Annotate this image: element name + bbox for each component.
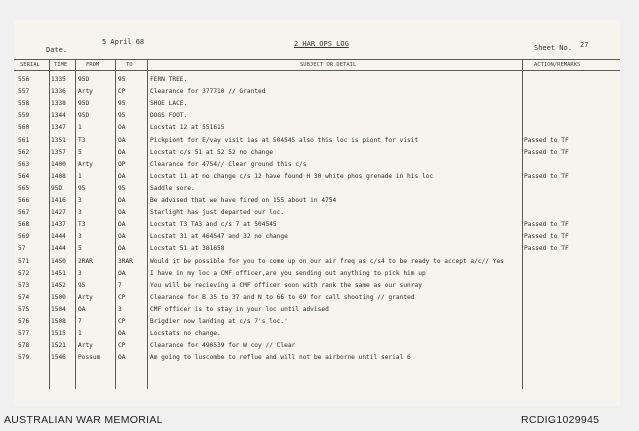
log-entry-row [14, 159, 620, 171]
cell-serial: 575 [18, 305, 30, 313]
cell-subject: SHOE LACE. [150, 100, 188, 108]
cell-remarks: Passed to TF [524, 172, 569, 180]
cell-serial: 566 [18, 197, 30, 204]
cell-to: 95 [118, 112, 126, 120]
cell-to: 7 [118, 281, 122, 289]
cell-serial: 574 [18, 293, 30, 301]
cell-from: 2RAR [78, 257, 93, 265]
cell-from: Arty [78, 293, 93, 301]
cell-subject: Am going to luscombe to reflue and will not be airborne until serial 6 [150, 354, 411, 362]
cell-to: OA [118, 354, 126, 362]
cell-serial: 579 [18, 354, 30, 362]
cell-remarks: Passed to TF [524, 221, 569, 229]
log-entry-row [14, 110, 620, 122]
cell-time: 1336 [51, 88, 66, 96]
cell-subject: Clearance for 377710 // Granted [150, 88, 266, 96]
cell-from: 3 [78, 209, 82, 217]
cell-to: OA [118, 136, 126, 144]
cell-from: Arty [78, 160, 93, 168]
log-entry-row [14, 304, 620, 316]
cell-time: 1338 [51, 100, 66, 108]
cell-serial: 577 [18, 330, 30, 338]
cell-subject: Be advised that we have fired on 155 about in 4754 [150, 197, 337, 204]
cell-subject: Locstat c/s 51 at 52 52 no change [150, 148, 273, 156]
cell-to: CP [118, 342, 126, 350]
cell-subject: Locstat 31 at 464547 and 32 no change [150, 233, 288, 241]
cell-serial: 560 [18, 124, 30, 132]
log-entry-row [14, 135, 620, 147]
cell-serial: 558 [18, 100, 30, 108]
top-rule [14, 59, 620, 60]
log-entry-row [14, 171, 620, 183]
cell-from: 3 [78, 233, 82, 241]
cell-time: 1451 [51, 269, 66, 277]
cell-time: 1416 [51, 197, 66, 204]
cell-from: Arty [78, 342, 93, 350]
cell-time: 1452 [51, 281, 66, 289]
cell-from: 3 [78, 269, 82, 277]
cell-serial: 565 [18, 184, 30, 192]
col-header-to: TO [126, 62, 133, 68]
cell-time: 1400 [51, 160, 66, 168]
sheet-value: 27 [580, 41, 589, 49]
cell-serial: 57 [18, 245, 26, 253]
cell-subject: Locstat T3 TA3 and c/s 7 at 504545 [150, 221, 277, 229]
log-entry-row [14, 268, 620, 280]
cell-to: OA [118, 233, 126, 241]
cell-to: OA [118, 269, 126, 277]
cell-subject: Locstats no change. [150, 330, 221, 338]
cell-subject: Starlight has just departed our loc. [150, 209, 285, 217]
cell-time: 1521 [51, 342, 66, 350]
cell-subject: Clearance for B 35 to 37 and N to 66 to 69 for call shooting // granted [150, 293, 415, 301]
cell-serial: 559 [18, 112, 30, 120]
cell-subject: CMF officer is to stay in your loc until advised [150, 305, 329, 313]
date-label: Date. [46, 46, 68, 54]
log-title: 2 HAR OPS LOG [294, 40, 349, 48]
cell-to: OP [118, 160, 126, 168]
cell-from: 95 [78, 281, 86, 289]
cell-time: 1335 [51, 76, 66, 83]
cell-time: 1444 [51, 245, 66, 253]
cell-serial: 564 [18, 172, 30, 180]
cell-to: OA [118, 148, 126, 156]
cell-from: 1 [78, 172, 82, 180]
cell-to: OA [118, 197, 126, 204]
cell-serial: 557 [18, 88, 30, 96]
cell-subject: Locstat 11 at no change c/s 12 have found H 30 white phos grenade in his loc [150, 172, 434, 180]
cell-from: 1 [78, 124, 82, 132]
col-header-subject: SUBJECT OR DETAIL [300, 62, 357, 68]
cell-from: 1 [78, 330, 82, 338]
cell-subject: I have in my loc a CMF officer,are you sending out anything to pick him up [150, 269, 426, 277]
cell-serial: 573 [18, 281, 30, 289]
cell-from: 7 [78, 318, 82, 325]
cell-serial: 563 [18, 160, 30, 168]
log-sheet [14, 20, 620, 406]
cell-time: 1515 [51, 330, 66, 338]
cell-serial: 572 [18, 269, 30, 277]
cell-serial: 569 [18, 233, 30, 241]
col-header-serial: SERIAL [20, 62, 40, 68]
cell-to: 95 [118, 184, 126, 192]
cell-remarks: Passed to TF [524, 148, 569, 156]
log-entry-row [14, 328, 620, 340]
cell-to: OA [118, 124, 126, 132]
footer-institution: AUSTRALIAN WAR MEMORIAL [4, 414, 163, 426]
cell-time: 1437 [51, 221, 66, 229]
log-entry-row [14, 86, 620, 98]
log-entry-row [14, 243, 620, 255]
cell-subject: Pickpiont for E/vay visit 1as at 504545 also this loc is piont for visit [150, 136, 419, 144]
log-entry-row [14, 316, 620, 328]
cell-serial: 578 [18, 342, 30, 350]
cell-subject: Brigdier now landing at c/s 7's loc.' [150, 318, 288, 325]
col-header-time: TIME [54, 62, 68, 68]
cell-time: 1347 [51, 124, 66, 132]
cell-serial: 562 [18, 148, 30, 156]
cell-subject: Clearance for 4754// Clear ground this c/s [150, 160, 307, 168]
log-entry-row [14, 122, 620, 134]
log-entry-row [14, 195, 620, 207]
cell-from: T3 [78, 221, 86, 229]
cell-to: OA [118, 330, 126, 338]
cell-from: 95D [78, 112, 90, 120]
cell-to: 95 [118, 76, 126, 83]
cell-subject: FERN TREE. [150, 76, 188, 83]
cell-to: CP [118, 88, 126, 96]
cell-from: Arty [78, 88, 93, 96]
log-entry-row [14, 74, 620, 86]
cell-remarks: Passed to TF [524, 245, 569, 253]
cell-from: 5 [78, 148, 82, 156]
log-entry-row [14, 292, 620, 304]
cell-from: 3 [78, 197, 82, 204]
cell-time: 1508 [51, 318, 66, 325]
cell-from: T3 [78, 136, 86, 144]
cell-serial: 576 [18, 318, 30, 325]
cell-serial: 561 [18, 136, 30, 144]
footer-catalogue-id: RCDIG1029945 [521, 414, 600, 426]
cell-time: 1450 [51, 257, 66, 265]
cell-serial: 568 [18, 221, 30, 229]
cell-from: 95 [78, 184, 86, 192]
cell-to: OA [118, 245, 126, 253]
cell-remarks: Passed to TF [524, 136, 569, 144]
cell-to: 3 [118, 305, 122, 313]
cell-to: OA [118, 221, 126, 229]
log-entry-row [14, 340, 620, 352]
cell-subject: Would it be possible for you to come up on our air freq as c/s4 to be ready to accept a/c// Yes [150, 257, 504, 265]
cell-time: 1357 [51, 148, 66, 156]
cell-to: 3RAR [118, 257, 133, 265]
log-entry-row [14, 219, 620, 231]
cell-subject: Locstat 51 at 381658 [150, 245, 225, 253]
cell-time: 1351 [51, 136, 66, 144]
cell-from: 95D [78, 100, 90, 108]
cell-from: Possum [78, 354, 101, 362]
cell-time: 1546 [51, 354, 66, 362]
cell-subject: Clearance for 490539 for W coy // Clear [150, 342, 296, 350]
cell-subject: You will be recieving a CMF officer soon with rank the same as our sunray [150, 281, 422, 289]
cell-time: 1500 [51, 293, 66, 301]
cell-serial: 556 [18, 76, 30, 83]
cell-subject: Saddle sore. [150, 184, 195, 192]
log-entry-row [14, 98, 620, 110]
cell-remarks: Passed to TF [524, 233, 569, 241]
cell-subject: DOGS FOOT. [150, 112, 188, 120]
cell-time: 1504 [51, 305, 66, 313]
date-value: 5 April 68 [102, 38, 145, 46]
log-entry-row [14, 231, 620, 243]
cell-to: OA [118, 209, 126, 217]
log-entry-row [14, 352, 620, 364]
cell-subject: Locstat 12 at 551615 [150, 124, 225, 132]
cell-to: 95 [118, 100, 126, 108]
cell-serial: 567 [18, 209, 30, 217]
cell-time: 1344 [51, 112, 66, 120]
cell-to: OA [118, 172, 126, 180]
cell-time: 95D [51, 184, 63, 192]
log-entry-row [14, 207, 620, 219]
log-entry-row [14, 256, 620, 268]
cell-serial: 571 [18, 257, 30, 265]
log-entry-row [14, 147, 620, 159]
header-rule [14, 70, 620, 71]
sheet-label: Sheet No. [534, 44, 572, 52]
cell-from: 95D [78, 76, 90, 83]
cell-time: 1408 [51, 172, 66, 180]
log-entry-row [14, 183, 620, 195]
cell-from: OA [78, 305, 86, 313]
cell-from: 5 [78, 245, 82, 253]
cell-to: CP [118, 318, 126, 325]
cell-to: CP [118, 293, 126, 301]
col-header-remarks: ACTION/REMARKS [534, 62, 581, 68]
col-header-from: FROM [86, 62, 100, 68]
cell-time: 1444 [51, 233, 66, 241]
log-entry-row [14, 280, 620, 292]
cell-time: 1427 [51, 209, 66, 217]
